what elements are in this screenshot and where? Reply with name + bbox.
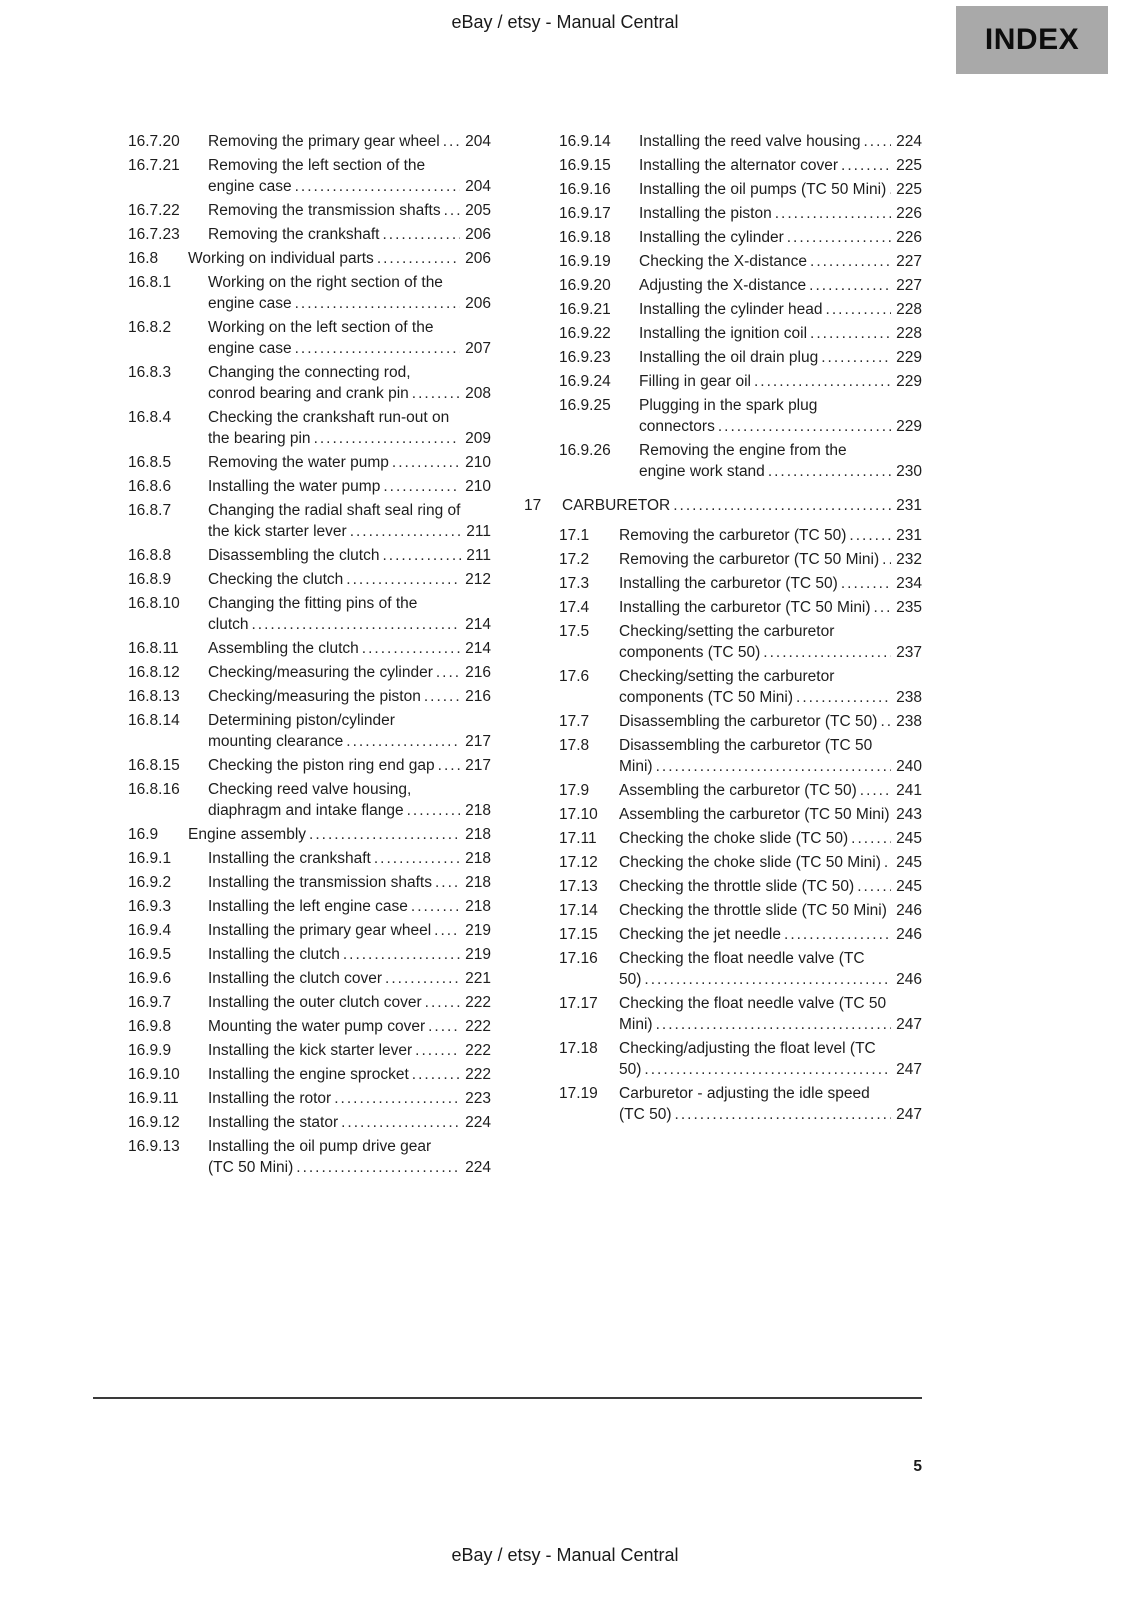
- toc-entry[interactable]: [93, 1136, 491, 1178]
- toc-entry[interactable]: [93, 362, 491, 404]
- toc-entry-title: Installing the clutch cover .....: [208, 968, 460, 989]
- toc-entry-page: 216: [465, 688, 491, 705]
- toc-entry-page: 206: [465, 250, 491, 267]
- toc-entry[interactable]: [93, 224, 491, 245]
- toc-entry-number: 16.9.11: [128, 1090, 179, 1107]
- toc-entry-title: Changing the fitting pins of the clutch .....: [208, 593, 460, 635]
- toc-entry[interactable]: [93, 155, 491, 197]
- index-tab-label: INDEX: [984, 23, 1080, 56]
- toc-column-left: [93, 131, 491, 1181]
- toc-entry-number: 16.7.21: [128, 157, 180, 174]
- toc-entry-title: Changing the radial shaft seal ring of the kick starter lever .....: [208, 500, 461, 542]
- toc-entry-page: 214: [465, 616, 491, 633]
- toc-entry-number: 16.9.25: [559, 397, 611, 414]
- toc-entry-page: 245: [896, 854, 922, 871]
- toc-entry-title: Checking the X-distance .....: [639, 251, 891, 272]
- toc-entry-number: 16.9.13: [128, 1138, 180, 1155]
- toc-entry-title: Assembling the clutch .....: [208, 638, 460, 659]
- toc-entry[interactable]: [93, 920, 491, 941]
- toc-entry-number: 16.8.1: [128, 274, 172, 291]
- toc-entry-number: 17.1: [559, 527, 590, 544]
- toc-entry-title: Checking/setting the carburetor components (TC 50 Mini) .....: [619, 666, 891, 708]
- toc-entry-page: 222: [465, 1018, 491, 1035]
- toc-entry-title: Changing the connecting rod, conrod bearing and crank pin .....: [208, 362, 460, 404]
- toc-entry-page: 227: [896, 277, 922, 294]
- toc-entry-page: 204: [465, 133, 491, 150]
- toc-entry[interactable]: [93, 686, 491, 707]
- page-number: 5: [913, 1458, 922, 1475]
- toc-entry[interactable]: [93, 638, 491, 659]
- toc-entry-number: 17.2: [559, 551, 590, 568]
- toc-entry-page: 218: [465, 874, 491, 891]
- toc-entry[interactable]: [524, 1083, 922, 1125]
- toc-entry-title: Checking the choke slide (TC 50) .....: [619, 828, 891, 849]
- toc-entry-number: 16.8.12: [128, 664, 180, 681]
- toc-entry[interactable]: [93, 1040, 491, 1061]
- toc-entry[interactable]: [524, 440, 922, 482]
- toc-entry-title: Working on individual parts .....: [188, 248, 460, 269]
- footer-title: eBay / etsy - Manual Central: [451, 1545, 679, 1565]
- toc-entry-page: 238: [896, 689, 922, 706]
- toc-entry[interactable]: [524, 179, 922, 200]
- toc-entry[interactable]: [524, 621, 922, 663]
- toc-entry-page: 246: [896, 971, 922, 988]
- toc-entry-title: Installing the carburetor (TC 50 Mini) .....: [619, 597, 891, 618]
- toc-entry-number: 16.8.5: [128, 454, 172, 471]
- toc-entry-title: Checking/measuring the cylinder .....: [208, 662, 460, 683]
- toc-entry[interactable]: [524, 395, 922, 437]
- toc-entry-number: 17.14: [559, 902, 598, 919]
- toc-entry-page: 245: [896, 830, 922, 847]
- toc-entry-title: Installing the clutch .....: [208, 944, 460, 965]
- toc-entry-page: 229: [896, 418, 922, 435]
- toc-entry-number: 16.8.14: [128, 712, 180, 729]
- toc-entry-title: Installing the engine sprocket .....: [208, 1064, 460, 1085]
- toc-entry-number: 16.7.20: [128, 133, 180, 150]
- toc-entry-title: Installing the primary gear wheel .....: [208, 920, 460, 941]
- toc-entry-title: Checking the throttle slide (TC 50) .....: [619, 876, 891, 897]
- toc-entry-title: Checking the float needle valve (TC 50) .....: [619, 948, 891, 990]
- toc-entry[interactable]: [524, 735, 922, 777]
- toc-entry-title: Disassembling the carburetor (TC 50) .....: [619, 711, 891, 732]
- toc-entry[interactable]: [524, 573, 922, 594]
- toc-entry-number: 16.7.23: [128, 226, 180, 243]
- toc-entry-title: Removing the crankshaft .....: [208, 224, 460, 245]
- toc-entry[interactable]: [524, 525, 922, 546]
- toc-entry-number: 17.16: [559, 950, 598, 967]
- toc-entry-number: 16.8.6: [128, 478, 172, 495]
- table-of-contents: [93, 131, 922, 1181]
- toc-entry-page: 208: [465, 385, 491, 402]
- toc-entry-title: Installing the cylinder head .....: [639, 299, 891, 320]
- toc-entry-number: 16.9.16: [559, 181, 611, 198]
- toc-entry[interactable]: [93, 872, 491, 893]
- toc-entry[interactable]: [93, 755, 491, 776]
- toc-entry-title: Installing the left engine case .....: [208, 896, 460, 917]
- toc-entry-number: 16.8.8: [128, 547, 172, 564]
- toc-entry-number: 17.13: [559, 878, 598, 895]
- toc-entry-page: 231: [896, 527, 922, 544]
- toc-entry-page: 222: [465, 994, 491, 1011]
- toc-entry[interactable]: [93, 476, 491, 497]
- toc-entry-title: Checking/adjusting the float level (TC 50) .....: [619, 1038, 891, 1080]
- toc-entry-title: Installing the oil pumps (TC 50 Mini) .....: [639, 179, 891, 200]
- toc-entry-page: 205: [465, 202, 491, 219]
- toc-entry[interactable]: [524, 711, 922, 732]
- toc-entry-page: 207: [465, 340, 491, 357]
- toc-entry-page: 218: [465, 826, 491, 843]
- toc-entry-title: Installing the ignition coil .....: [639, 323, 891, 344]
- toc-entry-number: 16.8.7: [128, 502, 172, 519]
- toc-entry-page: 214: [465, 640, 491, 657]
- toc-entry-number: 16.9.14: [559, 133, 611, 150]
- toc-entry-title: Checking reed valve housing, diaphragm and intake flange .....: [208, 779, 460, 821]
- toc-entry-number: 16.9.8: [128, 1018, 172, 1035]
- toc-entry-number: 16.8.15: [128, 757, 180, 774]
- toc-entry[interactable]: [524, 299, 922, 320]
- toc-entry-page: 241: [896, 782, 922, 799]
- toc-entry-page: 247: [896, 1061, 922, 1078]
- toc-entry-title: Working on the right section of the engine case .....: [208, 272, 460, 314]
- toc-entry-page: 211: [466, 523, 491, 540]
- toc-entry[interactable]: [93, 131, 491, 152]
- toc-entry-number: 16.8.3: [128, 364, 172, 381]
- toc-entry-title: Checking/setting the carburetor components (TC 50) .....: [619, 621, 891, 663]
- toc-entry-number: 17.4: [559, 599, 590, 616]
- toc-entry-number: 16.9.7: [128, 994, 172, 1011]
- toc-entry-title: Mounting the water pump cover .....: [208, 1016, 460, 1037]
- toc-entry-title: Installing the reed valve housing .....: [639, 131, 891, 152]
- toc-entry-title: Checking the crankshaft run-out on the bearing pin .....: [208, 407, 460, 449]
- toc-entry-page: 231: [896, 497, 922, 514]
- toc-entry-number: 16.9.19: [559, 253, 611, 270]
- toc-entry[interactable]: [524, 131, 922, 152]
- toc-entry-page: 218: [465, 850, 491, 867]
- toc-entry[interactable]: [93, 569, 491, 590]
- toc-entry[interactable]: [93, 272, 491, 314]
- toc-entry-page: 245: [896, 878, 922, 895]
- toc-entry-number: 17.10: [559, 806, 598, 823]
- toc-entry[interactable]: [93, 992, 491, 1013]
- toc-entry-page: 223: [465, 1090, 491, 1107]
- toc-entry-number: 16.9.23: [559, 349, 611, 366]
- toc-entry-number: 16.9.24: [559, 373, 611, 390]
- toc-entry-number: 16.9.18: [559, 229, 611, 246]
- toc-entry-number: 17.7: [559, 713, 590, 730]
- toc-entry-number: 17.5: [559, 623, 590, 640]
- toc-entry-number: 16.9.10: [128, 1066, 180, 1083]
- toc-entry[interactable]: [524, 924, 922, 945]
- toc-entry-number: 17: [524, 497, 542, 514]
- toc-entry[interactable]: [93, 1064, 491, 1085]
- index-tab: [956, 6, 1108, 74]
- toc-entry-number: 16.9.21: [559, 301, 611, 318]
- toc-entry-number: 17.17: [559, 995, 598, 1012]
- toc-entry-title: Installing the water pump .....: [208, 476, 460, 497]
- toc-entry-page: 224: [465, 1159, 491, 1176]
- toc-entry-number: 16.9.9: [128, 1042, 172, 1059]
- toc-entry-number: 16.9.5: [128, 946, 172, 963]
- toc-entry-number: 17.19: [559, 1085, 598, 1102]
- toc-entry-page: 210: [465, 478, 491, 495]
- toc-entry-page: 218: [465, 802, 491, 819]
- toc-entry[interactable]: [93, 1112, 491, 1133]
- toc-entry-page: 225: [896, 157, 922, 174]
- toc-entry[interactable]: [93, 407, 491, 449]
- toc-entry-title: Checking/measuring the piston .....: [208, 686, 460, 707]
- toc-entry[interactable]: [524, 155, 922, 176]
- toc-entry-page: 238: [896, 713, 922, 730]
- toc-entry-title: Disassembling the carburetor (TC 50 Mini) .....: [619, 735, 891, 777]
- toc-entry-page: 209: [465, 430, 491, 447]
- toc-entry-page: 237: [896, 644, 922, 661]
- toc-entry-title: Adjusting the X-distance .....: [639, 275, 891, 296]
- footer-divider: [93, 1397, 922, 1399]
- toc-entry[interactable]: [93, 779, 491, 821]
- toc-entry-title: Installing the crankshaft .....: [208, 848, 460, 869]
- toc-entry-number: 16.8.11: [128, 640, 179, 657]
- toc-entry-title: Installing the transmission shafts .....: [208, 872, 460, 893]
- toc-entry-title: Removing the carburetor (TC 50) .....: [619, 525, 891, 546]
- toc-entry-page: 229: [896, 373, 922, 390]
- toc-entry[interactable]: [93, 968, 491, 989]
- toc-entry-page: 230: [896, 463, 922, 480]
- toc-entry-page: 226: [896, 205, 922, 222]
- toc-entry-page: 206: [465, 226, 491, 243]
- toc-entry-number: 16.7.22: [128, 202, 180, 219]
- toc-entry[interactable]: [524, 347, 922, 368]
- toc-entry-title: Removing the carburetor (TC 50 Mini) .....: [619, 549, 891, 570]
- toc-entry[interactable]: [93, 545, 491, 566]
- toc-entry-page: 232: [896, 551, 922, 568]
- toc-entry[interactable]: [524, 852, 922, 873]
- toc-entry[interactable]: [93, 824, 491, 845]
- toc-entry-page: 246: [896, 902, 922, 919]
- toc-entry-number: 17.3: [559, 575, 590, 592]
- toc-entry-page: 243: [896, 806, 922, 823]
- toc-entry-number: 16.9.2: [128, 874, 172, 891]
- toc-entry-page: 224: [896, 133, 922, 150]
- toc-entry-number: 16.9.17: [559, 205, 611, 222]
- toc-entry-title: Installing the piston .....: [639, 203, 891, 224]
- toc-entry[interactable]: [524, 1038, 922, 1080]
- toc-column-right: [524, 131, 922, 1181]
- toc-entry-page: 224: [465, 1114, 491, 1131]
- toc-entry-title: CARBURETOR .....: [562, 495, 891, 516]
- toc-entry[interactable]: [524, 780, 922, 801]
- toc-entry-page: 226: [896, 229, 922, 246]
- toc-entry[interactable]: [524, 251, 922, 272]
- toc-entry-number: 16.9: [128, 826, 159, 843]
- toc-entry-page: 228: [896, 301, 922, 318]
- toc-entry-page: 219: [465, 946, 491, 963]
- toc-entry-number: 16.8.2: [128, 319, 172, 336]
- toc-entry-title: Installing the outer clutch cover .....: [208, 992, 460, 1013]
- toc-entry-title: Removing the left section of the engine case .....: [208, 155, 460, 197]
- toc-entry-title: Checking the clutch .....: [208, 569, 460, 590]
- toc-entry-number: 17.6: [559, 668, 590, 685]
- toc-entry-title: Plugging in the spark plug connectors .....: [639, 395, 891, 437]
- toc-entry[interactable]: [524, 948, 922, 990]
- toc-entry-page: 210: [465, 454, 491, 471]
- toc-entry[interactable]: [524, 666, 922, 708]
- toc-entry-page: 216: [465, 664, 491, 681]
- toc-entry-page: 221: [465, 970, 491, 987]
- toc-entry[interactable]: [524, 900, 922, 921]
- toc-entry-page: 247: [896, 1016, 922, 1033]
- toc-entry-page: 228: [896, 325, 922, 342]
- toc-entry[interactable]: [524, 495, 922, 516]
- toc-entry-number: 16.9.3: [128, 898, 172, 915]
- toc-entry[interactable]: [93, 1016, 491, 1037]
- toc-entry-page: 234: [896, 575, 922, 592]
- toc-entry-number: 16.9.20: [559, 277, 611, 294]
- toc-entry[interactable]: [93, 317, 491, 359]
- toc-entry[interactable]: [524, 227, 922, 248]
- toc-entry-title: Installing the oil drain plug .....: [639, 347, 891, 368]
- toc-entry-title: Checking the piston ring end gap .....: [208, 755, 460, 776]
- toc-entry[interactable]: [524, 323, 922, 344]
- toc-entry-page: 204: [465, 178, 491, 195]
- toc-entry-number: 16.8.16: [128, 781, 180, 798]
- toc-entry[interactable]: [93, 848, 491, 869]
- toc-entry-title: Filling in gear oil .....: [639, 371, 891, 392]
- toc-entry[interactable]: [93, 662, 491, 683]
- toc-entry-title: Installing the alternator cover .....: [639, 155, 891, 176]
- toc-entry-number: 16.9.6: [128, 970, 172, 987]
- toc-entry-title: Carburetor - adjusting the idle speed (TC 50) .....: [619, 1083, 891, 1125]
- toc-entry-title: Checking the float needle valve (TC 50 Mini) .....: [619, 993, 891, 1035]
- toc-entry-page: 246: [896, 926, 922, 943]
- toc-entry[interactable]: [524, 597, 922, 618]
- toc-entry-page: 222: [465, 1066, 491, 1083]
- toc-entry-title: Disassembling the clutch .....: [208, 545, 461, 566]
- toc-entry[interactable]: [524, 828, 922, 849]
- toc-entry[interactable]: [524, 804, 922, 825]
- toc-entry-page: 229: [896, 349, 922, 366]
- toc-entry[interactable]: [93, 1088, 491, 1109]
- toc-entry[interactable]: [524, 549, 922, 570]
- toc-entry-title: Removing the primary gear wheel .....: [208, 131, 460, 152]
- toc-entry-number: 16.8.13: [128, 688, 180, 705]
- toc-entry-number: 17.18: [559, 1040, 598, 1057]
- toc-entry-number: 17.12: [559, 854, 598, 871]
- toc-entry[interactable]: [93, 896, 491, 917]
- toc-entry-page: 235: [896, 599, 922, 616]
- toc-entry-number: 16.8.4: [128, 409, 172, 426]
- toc-entry-title: Assembling the carburetor (TC 50) .....: [619, 780, 891, 801]
- toc-entry-page: 217: [465, 733, 491, 750]
- toc-entry[interactable]: [524, 203, 922, 224]
- toc-entry-page: 219: [465, 922, 491, 939]
- toc-entry-number: 16.9.15: [559, 157, 611, 174]
- toc-entry-page: 240: [896, 758, 922, 775]
- toc-entry-number: 16.8: [128, 250, 159, 267]
- toc-entry-title: Engine assembly .....: [188, 824, 460, 845]
- toc-entry-page: 227: [896, 253, 922, 270]
- toc-entry-number: 17.11: [559, 830, 597, 847]
- toc-entry-page: 212: [465, 571, 491, 588]
- toc-entry[interactable]: [93, 944, 491, 965]
- header-title: eBay / etsy - Manual Central: [451, 12, 679, 32]
- toc-entry-page: 222: [465, 1042, 491, 1059]
- toc-entry-number: 16.9.4: [128, 922, 172, 939]
- toc-entry-title: Removing the water pump .....: [208, 452, 460, 473]
- toc-entry-title: Checking the choke slide (TC 50 Mini) .....: [619, 852, 891, 873]
- toc-entry-title: Installing the kick starter lever .....: [208, 1040, 460, 1061]
- toc-entry-title: Removing the transmission shafts .....: [208, 200, 460, 221]
- toc-entry[interactable]: [524, 371, 922, 392]
- toc-entry-title: Installing the carburetor (TC 50) .....: [619, 573, 891, 594]
- toc-entry-title: Working on the left section of the engine case .....: [208, 317, 460, 359]
- toc-entry-number: 16.9.26: [559, 442, 611, 459]
- toc-entry-title: Assembling the carburetor (TC 50 Mini) .....: [619, 804, 891, 825]
- toc-entry-number: 16.9.12: [128, 1114, 180, 1131]
- toc-entry-page: 225: [896, 181, 922, 198]
- toc-entry-number: 16.8.9: [128, 571, 172, 588]
- toc-entry-title: Installing the oil pump drive gear (TC 50 Mini) .....: [208, 1136, 460, 1178]
- toc-entry[interactable]: [93, 500, 491, 542]
- toc-entry-number: 16.8.10: [128, 595, 180, 612]
- toc-entry-number: 16.9.1: [128, 850, 172, 867]
- toc-entry-page: 217: [465, 757, 491, 774]
- toc-entry[interactable]: [93, 452, 491, 473]
- toc-entry-title: Installing the rotor .....: [208, 1088, 460, 1109]
- toc-entry[interactable]: [524, 275, 922, 296]
- toc-entry-page: 211: [466, 547, 491, 564]
- toc-entry[interactable]: [93, 593, 491, 635]
- toc-entry-page: 218: [465, 898, 491, 915]
- toc-entry-number: 17.15: [559, 926, 598, 943]
- toc-entry-title: Removing the engine from the engine work stand .....: [639, 440, 891, 482]
- toc-entry-number: 17.9: [559, 782, 590, 799]
- toc-entry-title: Checking the throttle slide (TC 50 Mini) .....: [619, 900, 891, 921]
- toc-entry-title: Installing the cylinder .....: [639, 227, 891, 248]
- toc-entry[interactable]: [93, 710, 491, 752]
- toc-entry-page: 247: [896, 1106, 922, 1123]
- toc-entry[interactable]: [524, 876, 922, 897]
- toc-entry-number: 17.8: [559, 737, 590, 754]
- toc-entry-title: Determining piston/cylinder mounting clearance .....: [208, 710, 460, 752]
- toc-entry-title: Installing the stator .....: [208, 1112, 460, 1133]
- toc-entry-page: 206: [465, 295, 491, 312]
- toc-entry[interactable]: [524, 993, 922, 1035]
- toc-entry-number: 16.9.22: [559, 325, 611, 342]
- toc-entry[interactable]: [93, 200, 491, 221]
- toc-entry[interactable]: [93, 248, 491, 269]
- toc-entry-title: Checking the jet needle .....: [619, 924, 891, 945]
